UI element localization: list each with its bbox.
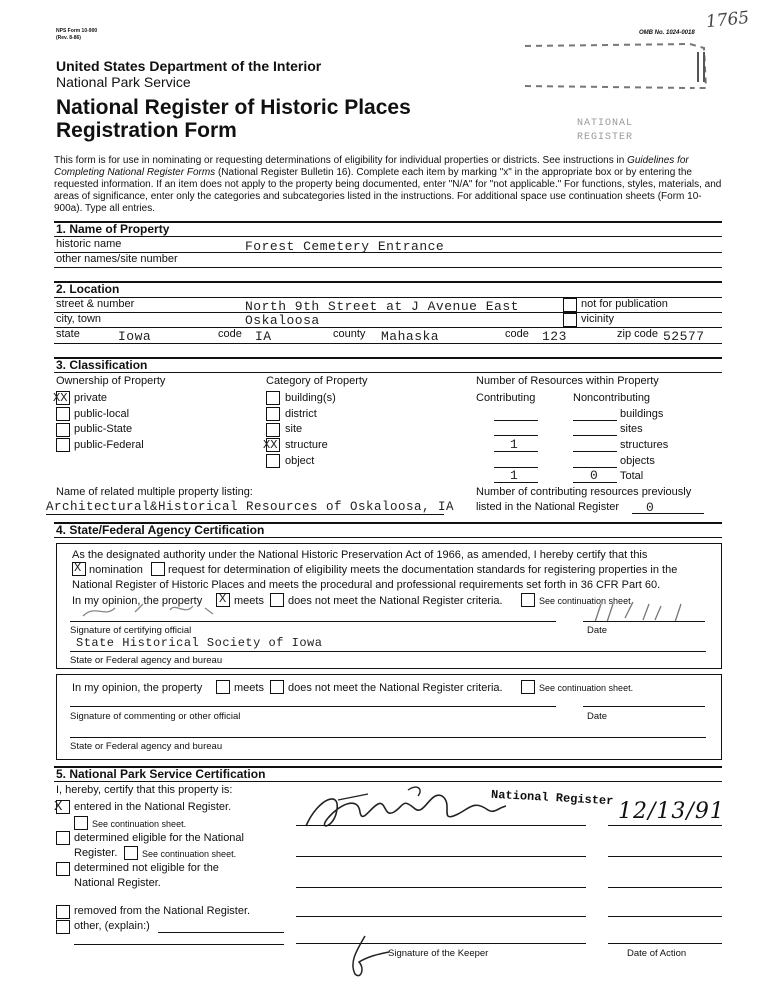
other-checkbox[interactable] [56,920,70,934]
resources-heading: Number of Resources within Property [476,375,659,387]
corner-handwritten-number: 1765 [705,7,751,33]
rule [54,312,722,313]
rule [54,236,722,237]
action-date-line [608,825,722,826]
rule [54,372,722,373]
commenting-date-label: Date [587,711,608,722]
res-structures: structures [620,439,669,451]
instructions-text-b: (National Register Bulletin 16). Complete each item by marking "x" in the appropriate box or by entering the requested information. If an item does not apply to the property being documented, enter "N/A" for "not applicable." For functions, styles, materials, and areas of significance, enter only the categories and subcategories listed in the instructions. For additional space use continuation sheets (Form 10-900a). Type all entries. [54,167,722,214]
cert-line-2: request for determination of eligibility meets the documentation standards for registering properties in the [168,564,678,576]
zip-value[interactable]: 52577 [663,329,705,344]
keeper-line [296,943,586,944]
state-code-value[interactable]: IA [255,329,272,344]
action-date-line [608,856,722,857]
other-explain-line-2 [74,944,284,945]
noncontributing-heading: Noncontributing [573,392,651,404]
historic-name-value[interactable]: Forest Cemetery Entrance [245,239,445,254]
b2-opinion-label: In my opinion, the property [72,682,203,694]
related-listing-value[interactable]: Architectural&Historical Resources of Oskaloosa, IA [46,500,455,514]
street-label: street & number [56,298,135,310]
total-contributing-value[interactable]: 1 [510,468,519,483]
nomination-mark: X [74,561,82,575]
determined-eligible-label-2: Register. [74,847,118,859]
public-local-checkbox[interactable] [56,407,70,421]
removed-label: removed from the National Register. [74,905,251,917]
meets-label: meets [234,595,264,607]
national-register-stamp: National Register [490,787,614,809]
date-line [583,621,705,622]
entered-continuation-label: See continuation sheet. [92,819,187,829]
signature-line [70,706,556,707]
object-checkbox[interactable] [266,454,280,468]
commenting-official-label: Signature of commenting or other official [70,711,241,722]
state-value[interactable]: Iowa [118,329,152,344]
cert-line-1: As the designated authority under the National Historic Preservation Act of 1966, as amended, I hereby certify that this [72,549,648,561]
county-code-label: code [505,328,529,340]
historic-name-label: historic name [56,238,122,250]
b2-continuation-checkbox[interactable] [521,680,535,694]
section-2-heading: 2. Location [56,282,120,296]
rule [54,343,722,344]
received-stamp [520,38,720,98]
stamp-line-2: REGISTER [577,132,634,143]
category-structure: structure [285,439,328,451]
signature-line [70,621,556,622]
instructions-guidelines-title: Guidelines for Completing National Register Forms [54,155,689,178]
date-line [583,706,705,707]
res-total: Total [620,470,644,482]
not-for-publication-label: not for publication [581,298,668,310]
section-divider [54,357,722,359]
determined-not-eligible-label-1: determined not eligible for the [74,862,219,874]
district-checkbox[interactable] [266,407,280,421]
res-objects: objects [620,455,655,467]
certifying-date-label: Date [587,625,608,636]
rule [54,537,722,538]
certifying-agency-value[interactable]: State Historical Society of Iowa [76,636,323,650]
eligible-continuation-label: See continuation sheet. [142,849,237,859]
noncontrib-buildings-line [573,420,617,421]
certifying-official-signature [75,598,275,623]
determination-request-checkbox[interactable] [151,562,165,576]
determined-not-eligible-label-2: National Register. [74,877,161,889]
contrib-sites-line [494,435,538,436]
county-label: county [333,328,366,340]
entered-label: entered in the National Register. [74,801,232,813]
private-mark: XX [53,391,68,405]
ownership-public-local: public-local [74,408,130,420]
public-state-checkbox[interactable] [56,423,70,437]
action-date-line [608,916,722,917]
determined-eligible-label-1: determined eligible for the National [74,832,244,844]
county-value[interactable]: Mahaska [381,329,440,344]
vicinity-checkbox[interactable] [563,313,577,327]
keeper-line [296,856,586,857]
keeper-signature-label: Signature of the Keeper [388,948,489,959]
keeper-date-written: 12/13/91 [618,799,725,824]
structures-contributing-value[interactable]: 1 [510,437,519,452]
keeper-line [296,916,586,917]
opinion-label: In my opinion, the property [72,595,203,607]
b2-does-not-meet-checkbox[interactable] [270,680,284,694]
section-1-heading: 1. Name of Property [56,222,170,236]
form-number: NPS Form 10-900 [56,28,98,34]
meets-mark: X [219,592,227,606]
keeper-intro: I, hereby, certify that this property is: [56,784,233,796]
state-label: state [56,328,80,340]
section-3-heading: 3. Classification [56,358,148,372]
contributing-heading: Contributing [476,392,536,404]
ownership-public-federal: public-Federal [74,439,144,451]
b2-meets-label: meets [234,682,264,694]
cert-line-3: National Register of Historic Places and meets the procedural and professional requirements set forth in 36 CFR Part 60. [72,579,661,591]
noncontrib-total-line [573,482,617,483]
building-checkbox[interactable] [266,391,280,405]
total-noncontributing-value[interactable]: 0 [590,468,599,483]
category-site: site [285,423,303,435]
omb-number: OMB No. 1024-0018 [639,30,695,36]
department-name: United States Department of the Interior [56,58,322,74]
county-code-value[interactable]: 123 [542,329,567,344]
rule [54,267,722,268]
city-label: city, town [56,313,102,325]
instructions-paragraph [54,155,724,215]
nomination-label: nomination [89,564,143,576]
certifying-official-label: Signature of certifying official [70,625,192,636]
does-not-meet-label: does not meet the National Register criteria. [288,595,503,607]
state-code-label: code [218,328,242,340]
b2-meets-checkbox[interactable] [216,680,230,694]
not-for-publication-checkbox[interactable] [563,298,577,312]
other-explain-line [158,932,284,933]
section-4-heading: 4. State/Federal Agency Certification [56,523,265,537]
zip-label: zip code [617,328,658,340]
keeper-line [296,887,586,888]
related-listing-line [46,514,444,515]
entered-continuation-checkbox[interactable] [74,816,88,830]
noncontrib-sites-line [573,435,617,436]
structure-mark: XX [263,438,278,452]
street-value[interactable]: North 9th Street at J Avenue East [245,299,519,314]
previously-listed-line [632,513,704,514]
contrib-buildings-line [494,420,538,421]
continuation-sheet-label: See continuation sheet. [539,596,634,606]
agency-name: National Park Service [56,74,191,90]
previously-listed-label-1: Number of contributing resources previously [476,486,692,498]
continuation-sheet-checkbox[interactable] [521,593,535,607]
keeper-line [296,825,586,826]
entered-mark: X [54,799,63,815]
city-value[interactable]: Oskaloosa [245,313,320,328]
commenting-agency-label: State or Federal agency and bureau [70,741,223,752]
agency-line [70,737,706,738]
form-subtitle: Registration Form [56,119,237,142]
certifying-agency-label: State or Federal agency and bureau [70,655,223,666]
contrib-total-line [494,482,538,483]
agency-line [70,651,706,652]
category-district: district [285,408,317,420]
date-of-action-label: Date of Action [627,948,687,959]
res-sites: sites [620,423,643,435]
form-title: National Register of Historic Places [56,96,411,119]
section-5-heading: 5. National Park Service Certification [56,767,266,781]
site-checkbox[interactable] [266,423,280,437]
previously-listed-label-2: listed in the National Register [476,501,620,513]
determined-not-eligible-checkbox[interactable] [56,862,70,876]
vicinity-label: vicinity [581,313,615,325]
res-buildings: buildings [620,408,664,420]
determined-eligible-checkbox[interactable] [56,831,70,845]
removed-checkbox[interactable] [56,905,70,919]
section-divider [54,281,722,283]
b2-does-not-meet-label: does not meet the National Register criteria. [288,682,503,694]
noncontrib-structures-line [573,451,617,452]
action-date-line [608,943,722,944]
category-object: object [285,455,315,467]
category-heading: Category of Property [266,375,368,387]
form-revision: (Rev. 8-86) [56,35,81,41]
b2-continuation-label: See continuation sheet. [539,683,634,693]
public-federal-checkbox[interactable] [56,438,70,452]
instructions-text-a: This form is for use in nominating or requesting determinations of eligibility for individual properties or districts. See instructions in [54,155,628,166]
action-date-line [608,887,722,888]
other-names-label: other names/site number [56,253,178,265]
previously-listed-value[interactable]: 0 [646,500,655,515]
related-listing-label: Name of related multiple property listing: [56,486,253,498]
other-label: other, (explain:) [74,920,150,932]
ownership-private: private [74,392,108,404]
category-building: building(s) [285,392,336,404]
ownership-public-state: public-State [74,423,133,435]
ownership-heading: Ownership of Property [56,375,166,387]
eligible-continuation-checkbox[interactable] [124,846,138,860]
contrib-structures-line [494,451,538,452]
stamp-line-1: NATIONAL [577,118,634,129]
